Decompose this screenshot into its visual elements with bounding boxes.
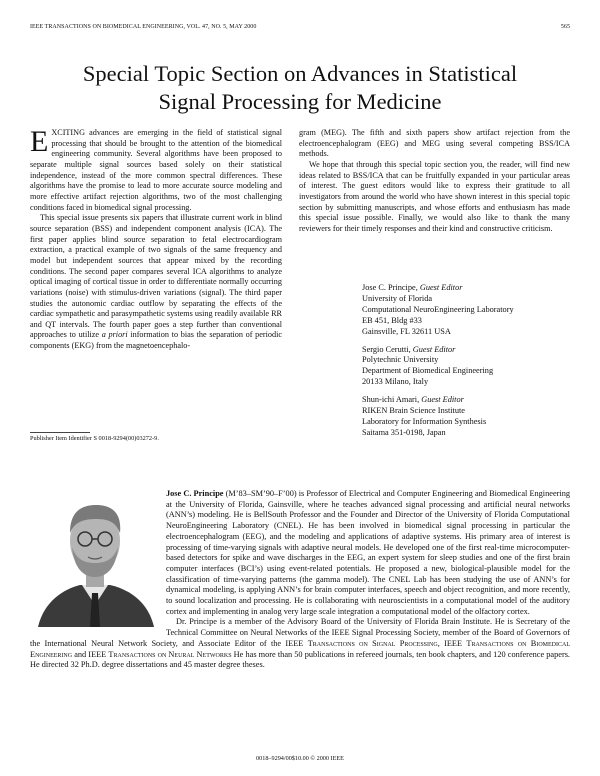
author-biography bbox=[30, 489, 570, 671]
author-portrait-image bbox=[30, 489, 160, 627]
page-number: 565 bbox=[560, 24, 570, 30]
copyright-line: 0018–9294/00$10.00 © 2000 IEEE bbox=[256, 755, 344, 762]
intro-paragraph: EXCITING advances are emerging in the field of statistical signal processing that should be brought to the attention of the biomedical engineering community. Several algorithms have been proposed to separate multiple signal sources based solely on their statistical independence, instead of the more common spectral differences. These algorithms have the promise to lead to more accurate source modeling and more effective artifact rejection algorithms, two of the most challenging conditions faced in biomedical signal processing. bbox=[30, 125, 282, 212]
bio-paragraph-2: Dr. Principe is a member of the Advisory Board of the University of Florida Brain Institute. He is Secretary of the Technical Committee on Neural Networks of the IEEE Signal Processing Society, member of the Board of Governors of the International Neural Network Society, and Associate Editor of the IEEE Transactions on Signal Processing, IEEE Transactions on Biomedical Engineering and IEEE Transactions on Neural Networks He has more than 50 publications in refereed journals, ten book chapters, and 120 conference papers. He directed 32 Ph.D. degree dissertations and 45 master degree theses. bbox=[30, 617, 571, 670]
section-title bbox=[30, 60, 570, 116]
closing-paragraph-2: We hope that through this special topic section you, the reader, will find new ideas related to BSS/ICA that can be fruitfully expanded in your particular areas of interest. The guest editors would like to express their gratitude to all investigators from around the world who have shown interest in this special topic section by submitting manuscripts, and whose efforts and enthusiasm has made this special issue possible. Finally, we would also like to thank the many reviewers for their timely responses and their kind and constructive criticism. bbox=[299, 159, 570, 233]
left-column bbox=[30, 125, 282, 352]
closing-paragraph-1: gram (MEG). The fifth and sixth papers show artifact rejection from the electroencephalogram (EEG) and MEG using several competing BSS/ICA methods. bbox=[299, 128, 570, 159]
author-photo bbox=[30, 489, 166, 631]
editor-block: Shun-ichi Amari, Guest Editor RIKEN Brain Science Institute Laboratory for Information Synthesis Saitama 351-0198, Japan bbox=[362, 395, 487, 437]
footnote: Publisher Item Identifier S 0018-9294(00)03272-9. bbox=[30, 435, 159, 442]
editor-signatures bbox=[362, 283, 572, 446]
title-line-2: Signal Processing for Medicine bbox=[158, 89, 442, 114]
right-column bbox=[299, 128, 570, 235]
footnote-rule bbox=[30, 432, 90, 433]
title-line-1: Special Topic Section on Advances in Statistical bbox=[82, 61, 518, 86]
bio-paragraph-1: Jose C. Principe (M’83–SM’90–F’00) is Professor of Electrical and Computer Engineering and Biomedical Engineering at the University of Florida, Gainsville, where he teaches advanced signal processing and artificial neural networks (ANN’s) modeling. He is BellSouth Professor and the Founder and Director of the University of Florida Computational NeuroEngineering Laboratory (CNEL). He has been involved in biomedical signal processing in particular the electroencephalogram (EEG), and the modeling and applications of adaptive systems. His primary area of interest is processing of time-varying signals with adaptive neural models. He developed one of the first real-time microcomputer-based detectors for spike and wave discharges in the EEG, an expert system for sleep studies and one of the first brain computer interfaces (BCI’s) using event-related potentials. He proposed a new, biological-plausible model for the classification of time-varying patterns (the gamma model). The CNEL Lab has been studying the use of ANN’s for dynamical modeling, is applying ANN’s for brain computer interfaces, speech and object recognition, and more recently, to sound localization and processing. He is collaborating with neuroscientists in a computational model of the auditory cortex and implementing in analog very large scale integration a computational model of the olfactory cortex. bbox=[166, 489, 570, 616]
running-header: IEEE TRANSACTIONS ON BIOMEDICAL ENGINEERING, VOL. 47, NO. 5, MAY 2000 bbox=[30, 24, 257, 30]
drop-cap: E bbox=[30, 125, 49, 158]
editor-block: Jose C. Principe, Guest Editor University of Florida Computational NeuroEngineering Laboratory EB 451, Bldg #33 Gainsville, FL 32611 USA bbox=[362, 283, 514, 336]
papers-paragraph: This special issue presents six papers that illustrate current work in blind source separation (BSS) and independent component analysis (ICA). The first paper applies blind source separation to fetal electrocardiogram extraction, a practical example of two signals of the same frequency and model but independent sources that appear mixed by the recording conditions. The second paper compares several ICA algorithms to analyze optical imaging of cortical tissue in order to differentiate normally occurring variations (noise) with stimulus-driven variations (signal). The third paper studies the autonomic cardiac outflow by separating the effects of the cardiac sympathetic and parasympathetic systems using readily available RR and QT intervals. The fourth paper goes a step further than conventional approaches to utilize a priori information to bias the separation of periodic components (EKG) from the magnetoencephalo- bbox=[30, 213, 282, 351]
editor-block: Sergio Cerutti, Guest Editor Polytechnic University Department of Biomedical Engineering 20133 Milano, Italy bbox=[362, 344, 494, 387]
bio-author-name: Jose C. Principe bbox=[166, 489, 224, 498]
